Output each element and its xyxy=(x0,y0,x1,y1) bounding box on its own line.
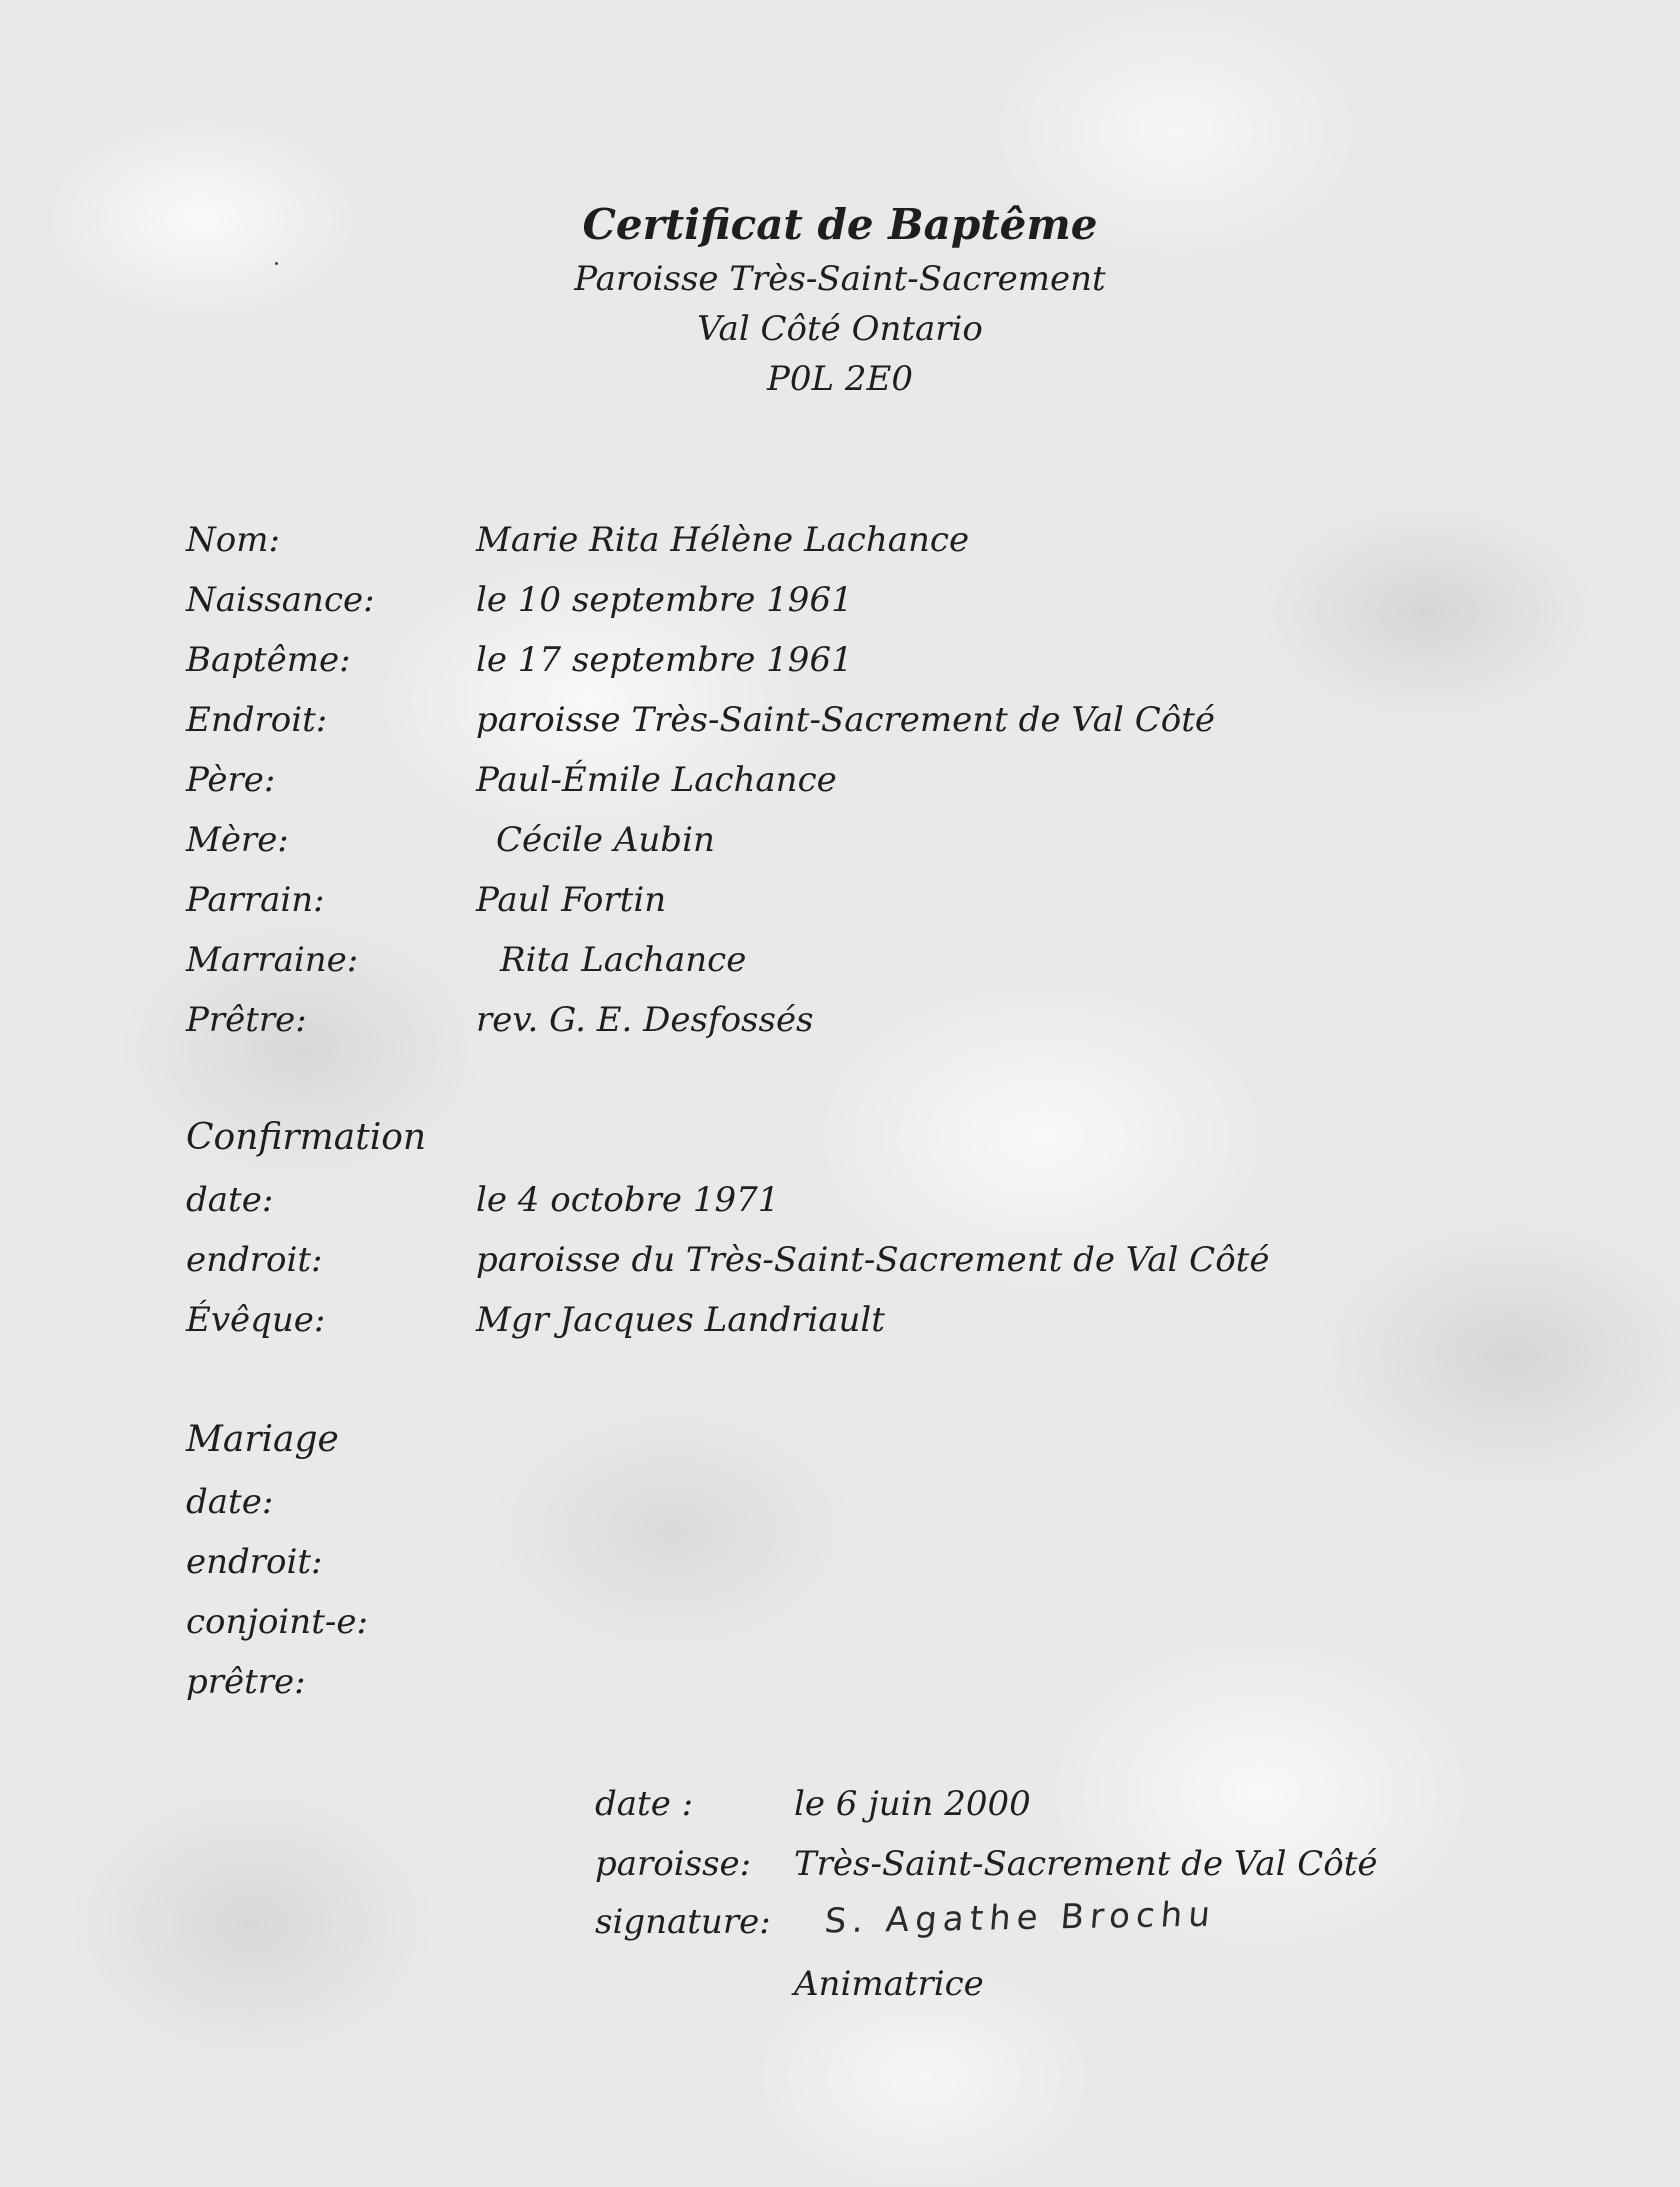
field-value: Paul-Émile Lachance xyxy=(476,760,837,800)
field-label: Endroit: xyxy=(186,700,328,740)
field-label: date: xyxy=(186,1180,274,1220)
parish-postal-code: P0L 2E0 xyxy=(767,359,913,399)
field-label: Prêtre: xyxy=(186,1000,307,1040)
field-label: endroit: xyxy=(186,1542,323,1582)
certificate-header xyxy=(0,196,1680,404)
field-label: Évêque: xyxy=(186,1300,326,1340)
field-label: Père: xyxy=(186,760,276,800)
footer-role: Animatrice xyxy=(794,1964,984,2004)
confirmation-heading: Confirmation xyxy=(186,1117,427,1158)
field-label: Naissance: xyxy=(186,580,375,620)
field-value: Paul Fortin xyxy=(476,880,667,920)
footer-date-value: le 6 juin 2000 xyxy=(794,1784,1031,1824)
field-value: Cécile Aubin xyxy=(496,820,715,860)
field-value: le 17 septembre 1961 xyxy=(476,640,853,680)
field-value: Marie Rita Hélène Lachance xyxy=(476,520,970,560)
field-label: date: xyxy=(186,1482,274,1522)
footer-date-label: date : xyxy=(595,1784,694,1824)
field-label: Marraine: xyxy=(186,940,359,980)
parish-name: Paroisse Très-Saint-Sacrement xyxy=(574,259,1106,299)
field-value: le 4 octobre 1971 xyxy=(476,1180,780,1220)
marriage-heading: Mariage xyxy=(186,1419,339,1460)
field-label: Baptême: xyxy=(186,640,351,680)
field-label: conjoint-e: xyxy=(186,1602,368,1642)
field-label: prêtre: xyxy=(186,1662,306,1702)
field-value: paroisse Très-Saint-Sacrement de Val Côté xyxy=(476,700,1215,740)
field-label: endroit: xyxy=(186,1240,323,1280)
footer-parish-label: paroisse: xyxy=(595,1844,752,1884)
field-value: paroisse du Très-Saint-Sacrement de Val Côté xyxy=(476,1240,1270,1280)
footer-parish-value: Très-Saint-Sacrement de Val Côté xyxy=(794,1844,1378,1884)
field-label: Parrain: xyxy=(186,880,325,920)
handwritten-signature: S. Agathe Brochu xyxy=(822,1894,1218,1942)
field-label: Mère: xyxy=(186,820,289,860)
field-value: le 10 septembre 1961 xyxy=(476,580,853,620)
field-label: Nom: xyxy=(186,520,280,560)
field-value: Rita Lachance xyxy=(500,940,747,980)
field-value: rev. G. E. Desfossés xyxy=(476,1000,814,1040)
parish-city: Val Côté Ontario xyxy=(697,309,983,349)
certificate-title: Certificat de Baptême xyxy=(582,200,1098,249)
field-value: Mgr Jacques Landriault xyxy=(476,1300,885,1340)
footer-signature-label: signature: xyxy=(595,1902,771,1942)
